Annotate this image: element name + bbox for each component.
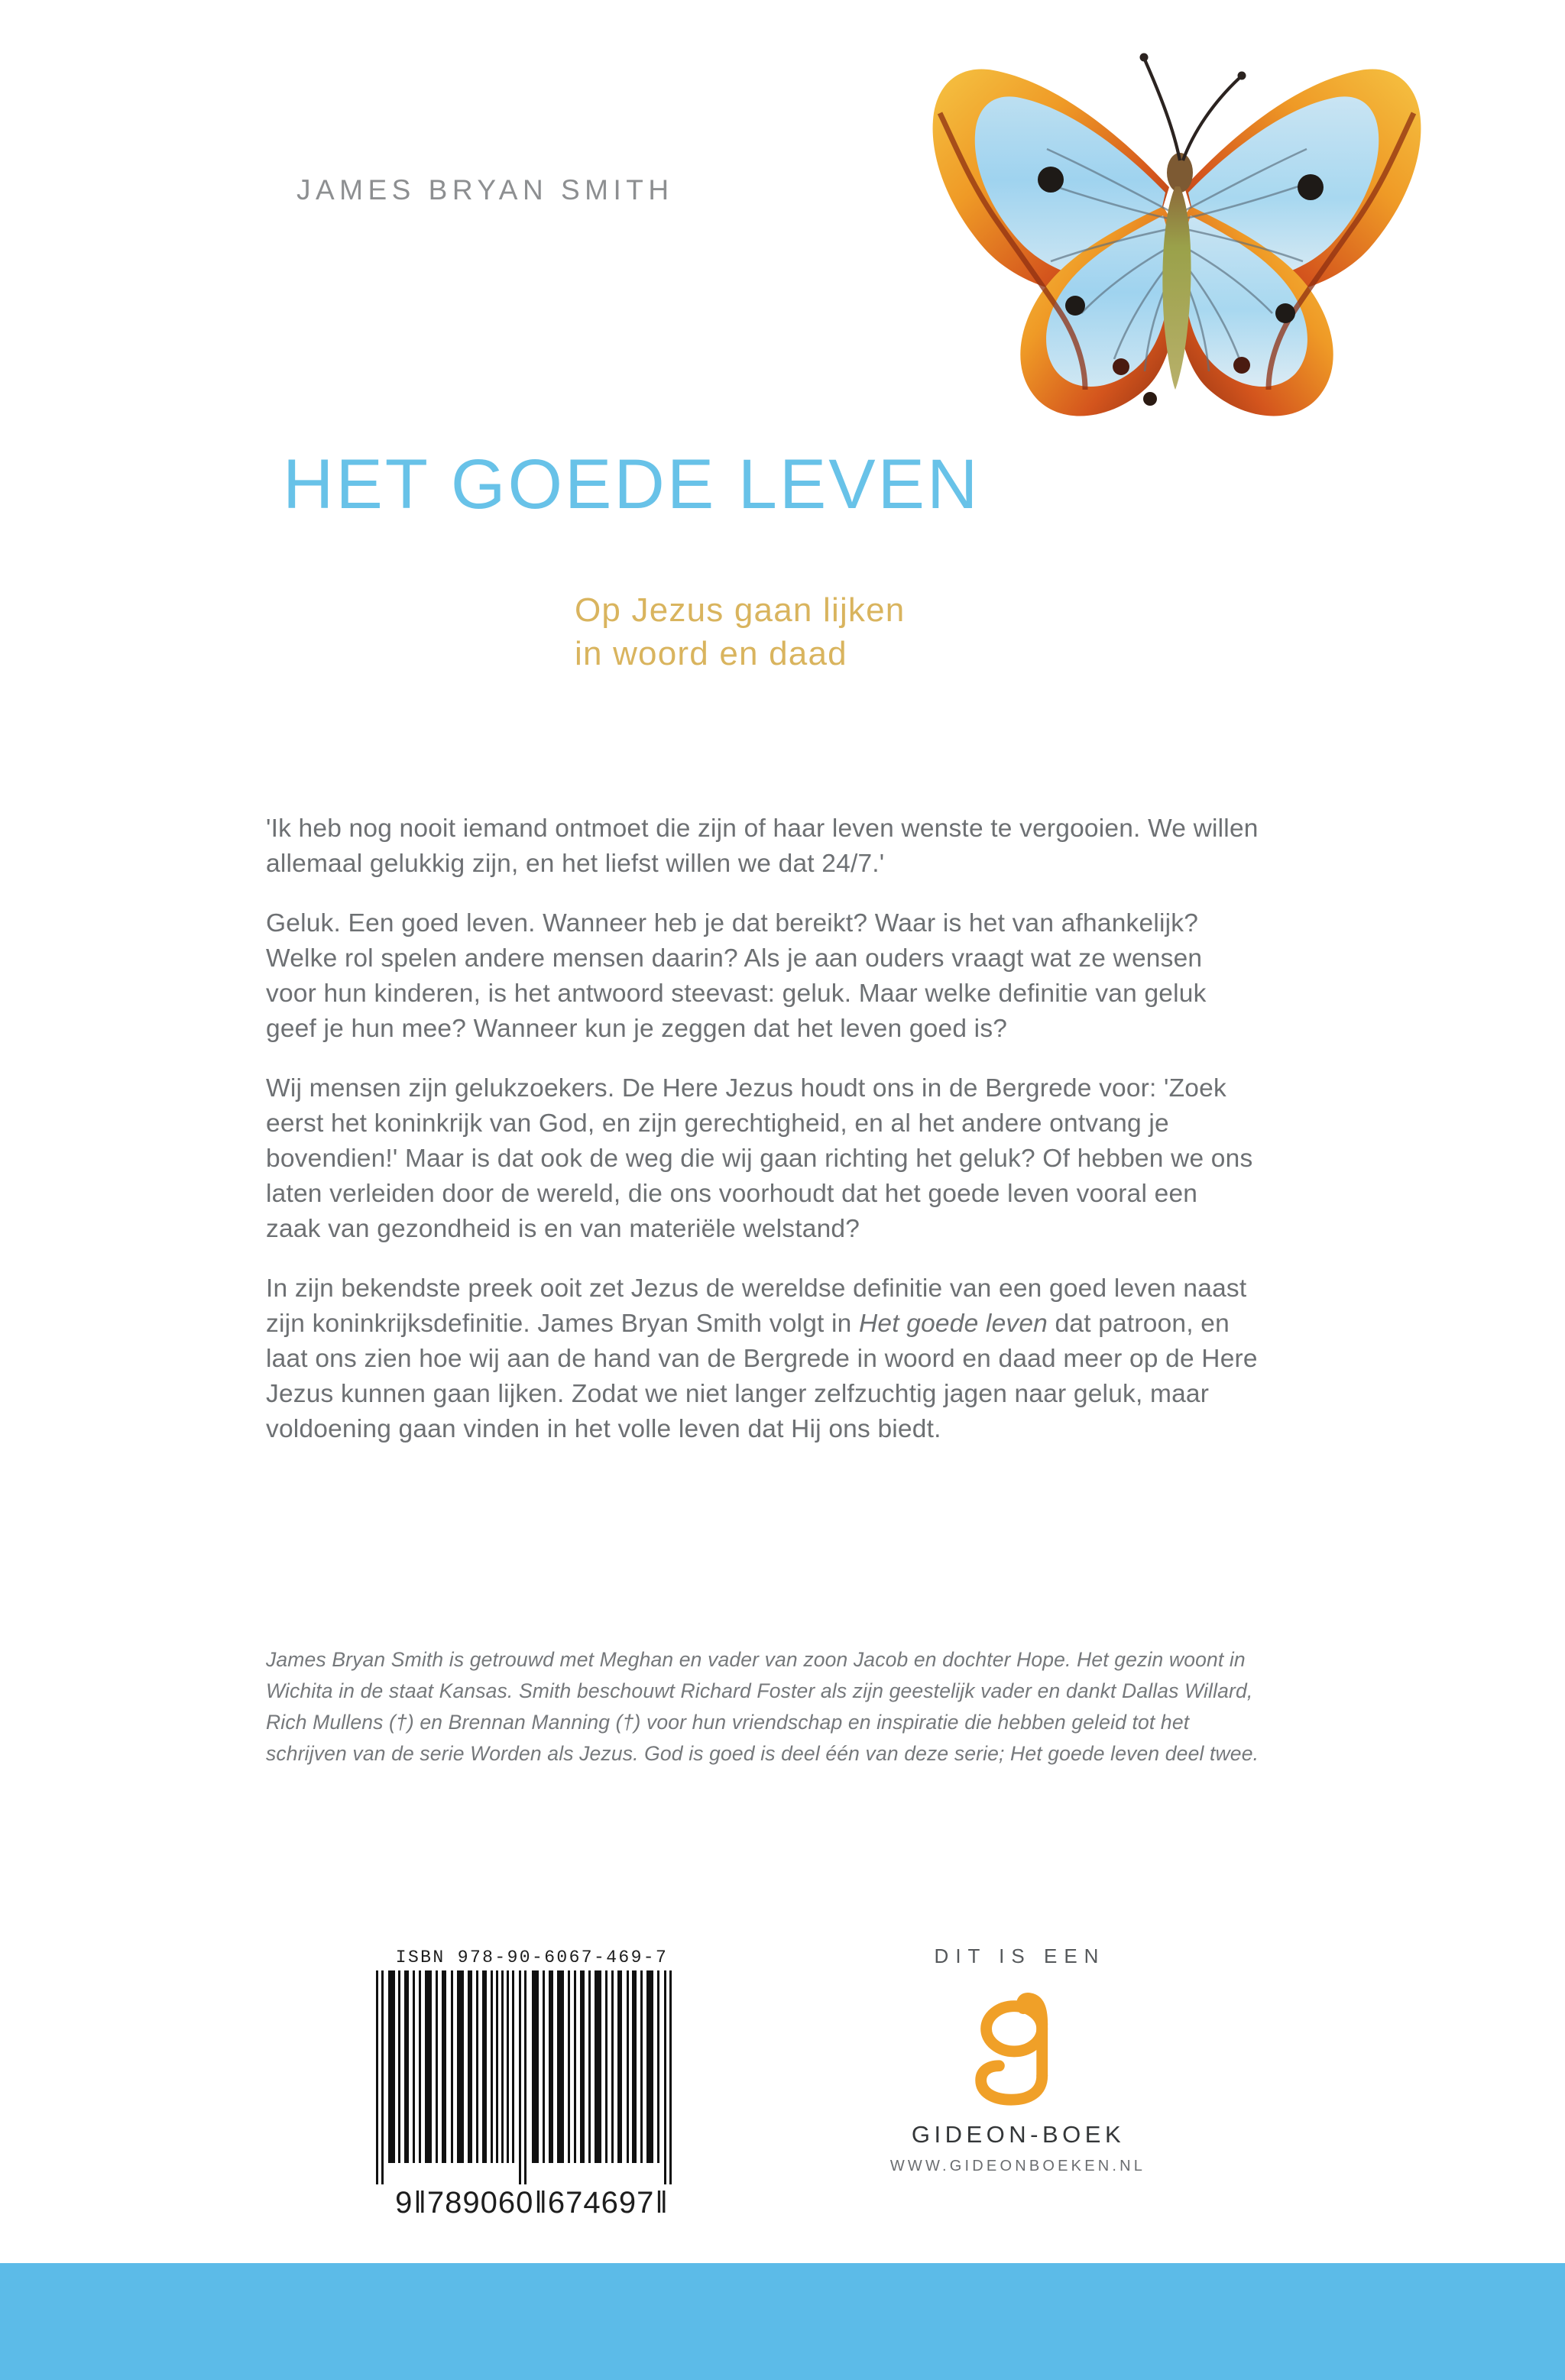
blurb-paragraph-4 xyxy=(266,1271,1259,1447)
eyespot xyxy=(1065,296,1085,316)
blurb-p4-book-title: Het goede leven xyxy=(859,1310,1048,1338)
butterfly-illustration xyxy=(894,23,1460,458)
blurb-paragraph-1: 'Ik heb nog nooit iemand ontmoet die zijn of haar leven wenste te vergooien. We willen allemaal gelukkig zijn, en het liefst willen we dat 24/7.' xyxy=(266,814,1259,878)
blurb-paragraph-2: Geluk. Een goed leven. Wanneer heb je dat bereikt? Waar is het van afhankelijk? Welke rol spelen andere mensen daarin? Als je aan ouders vraagt wat ze wensen voor hun kinderen, is het antwoord steevast: geluk. Maar welke definitie van geluk geef je hun mee? Wanneer kun je zeggen dat het leven goed is? xyxy=(266,909,1207,1043)
barcode-sep-2: ‖ xyxy=(534,2186,547,2220)
eyespot xyxy=(1143,392,1157,406)
publisher-url: WWW.GIDEONBOEKEN.NL xyxy=(889,2158,1146,2174)
book-subtitle-line-2: in woord en daad xyxy=(575,635,847,673)
eyespot xyxy=(1298,174,1324,200)
eyespot xyxy=(1038,167,1064,193)
barcode-sep-1: ‖ xyxy=(413,2186,426,2220)
gideon-logo xyxy=(848,1985,1184,2113)
isbn-label: ISBN 978-90-6067-469-7 xyxy=(395,1948,669,1967)
butterfly-icon xyxy=(894,23,1460,458)
book-subtitle-line-1: Op Jezus gaan lijken xyxy=(575,591,906,629)
isbn-barcode xyxy=(371,1948,692,2220)
barcode-digit-first: 9 xyxy=(395,2186,413,2220)
blurb-p4-part2: dat patroon, en laat ons zien hoe wij aan de hand van de Bergrede in woord en daad meer op de Here Jezus kunnen gaan lijken. Zodat we niet langer zelfzuchtig jagen naar geluk, maar voldoening gaan vinden in het volle leven dat Hij ons biedt. xyxy=(266,1310,1258,1443)
publisher-name: GIDEON-BOEK xyxy=(911,2121,1126,2148)
publisher-tagline: DIT IS EEN xyxy=(934,1944,1106,1967)
book-title: HET GOEDE LEVEN xyxy=(283,445,980,523)
eyespot xyxy=(1275,303,1295,323)
author-name: JAMES BRYAN SMITH xyxy=(296,174,674,206)
barcode-digits xyxy=(371,2186,692,2220)
barcode-group-1: 789060 xyxy=(426,2186,534,2220)
author-bio: James Bryan Smith is getrouwd met Meghan en vader van zoon Jacob en dochter Hope. Het gezin woont in Wichita in de staat Kansas. Smith beschouwt Richard Foster als zijn geestelijk vader en dankt Dallas Willard, Rich Mullens (†) en Brennan Manning (†) voor hun vriendschap en inspiratie die hebben geleid tot het schrijven van de serie Worden als Jezus. God is goed is deel één van deze serie; Het goede leven deel twee. xyxy=(266,1648,1259,1765)
blurb-paragraph-3: Wij mensen zijn gelukzoekers. De Here Jezus houdt ons in de Bergrede voor: 'Zoek eerst het koninkrijk van God, en zijn gerechtigheid, en al het andere ontvang je bovendien!' Maar is dat ook de weg die wij gaan richting het geluk? Of hebben we ons laten verleiden door de wereld, die ons voorhoudt dat het goede leven vooral een zaak van gezondheid is en van materiële welstand? xyxy=(266,1074,1253,1243)
gideon-g-logo-icon xyxy=(960,1985,1073,2113)
barcode-bars xyxy=(371,1970,692,2184)
barcode-group-2: 674697 xyxy=(547,2186,655,2220)
eyespot xyxy=(1113,358,1129,375)
blurb-p4-part1: In zijn bekendste preek ooit zet Jezus de wereldse definitie van een goed leven naast zijn koninkrijksdefinitie. James Bryan Smith volgt in xyxy=(266,1274,1247,1338)
book-subtitle xyxy=(575,588,905,675)
bottom-color-band xyxy=(0,2263,1565,2380)
barcode-sep-3: ‖ xyxy=(655,2186,668,2220)
eyespot xyxy=(1233,357,1250,374)
publisher-block xyxy=(848,1944,1184,2175)
blurb-text xyxy=(266,811,1259,1447)
